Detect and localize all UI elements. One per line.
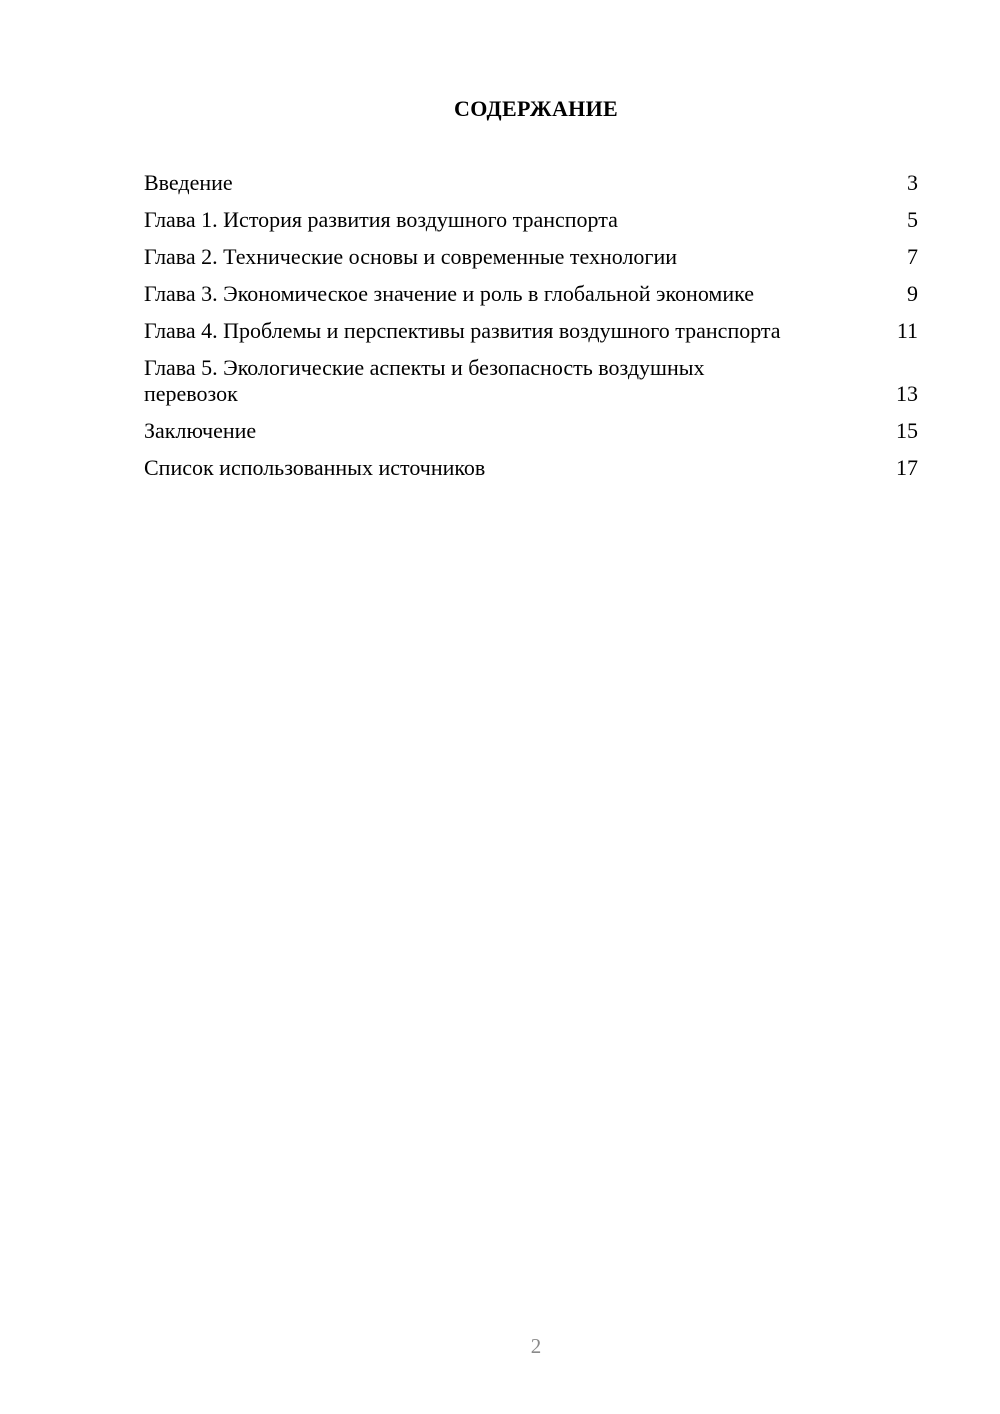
toc-entry-title: Глава 2. Технические основы и современные технологии [144,244,678,269]
toc-entry-page: 5 [907,207,918,232]
toc-entry-page: 15 [896,418,918,443]
toc-entry [144,207,918,233]
toc-entry-title: Список использованных источников [144,455,486,480]
toc-entry-title: Введение [144,170,233,195]
toc-entry-page: 11 [896,318,918,343]
toc-entry-title: Глава 4. Проблемы и перспективы развития воздушного транспорта [144,318,781,343]
table-of-contents [144,170,918,492]
toc-entry [144,244,918,270]
page-title: СОДЕРЖАНИЕ [454,96,618,121]
toc-entry [144,170,918,196]
toc-entry [144,355,918,407]
toc-entry-title: Глава 3. Экономическое значение и роль в глобальной экономике [144,281,754,306]
toc-entry-page: 3 [907,170,918,195]
toc-entry-page: 9 [907,281,918,306]
toc-entry-title: Заключение [144,418,257,443]
page-number: 2 [530,1334,542,1358]
toc-entry-title: Глава 5. Экологические аспекты и безопасность воздушных перевозок [144,355,705,406]
toc-entry [144,418,918,444]
toc-entry-page: 7 [907,244,918,269]
toc-entry [144,281,918,307]
toc-entry-title: Глава 1. История развития воздушного транспорта [144,207,618,232]
toc-entry-page: 17 [896,455,918,480]
toc-entry [144,455,918,481]
toc-entry-page: 13 [896,381,918,406]
toc-entry [144,318,918,344]
